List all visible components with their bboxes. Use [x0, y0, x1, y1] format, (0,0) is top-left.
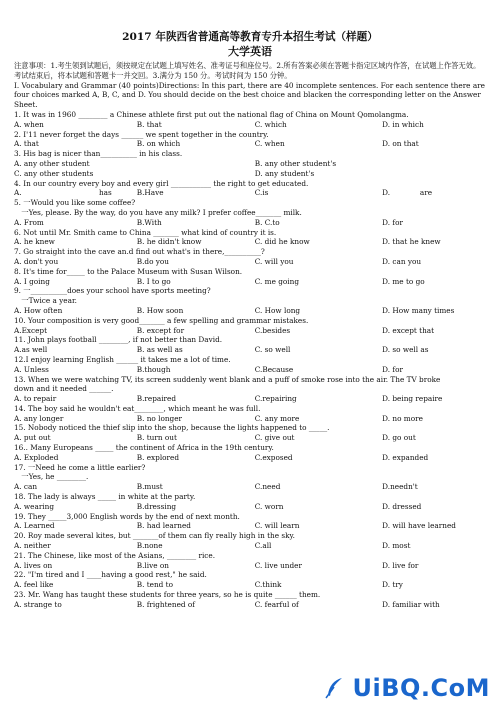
- answer-options: [14, 580, 486, 590]
- page-title: 2017 年陕西省普通高等教育专升本招生考试（样题）: [122, 31, 378, 43]
- answer-option: has: [98, 188, 112, 198]
- page-subtitle: 大学英语: [228, 45, 272, 58]
- answer-option: D. try: [382, 580, 403, 590]
- answer-option: D. being repaire: [382, 394, 443, 404]
- answer-option: C. which: [254, 119, 287, 129]
- answer-option: C. did he know: [254, 237, 310, 247]
- answer-option: A.: [14, 188, 22, 198]
- answer-option: C.think: [254, 580, 282, 590]
- question-item: [14, 130, 486, 150]
- answer-option: B. explored: [136, 452, 180, 462]
- answer-option: B. no longer: [136, 413, 183, 423]
- answer-option: C.besides: [254, 325, 291, 335]
- answer-option: A. strange to: [14, 599, 62, 609]
- question-text: 12.I enjoy learning English ______ it takes me a lot of time.: [14, 354, 231, 364]
- question-text: 19. They _____3,000 English words by the end of next month.: [14, 511, 240, 521]
- question-text: 7. Go straight into the cave an.d find out what's in there,__________?: [14, 247, 265, 257]
- answer-option: D. for: [382, 364, 403, 374]
- question-item: [14, 404, 486, 424]
- answer-option: D. so well as: [382, 345, 429, 355]
- answer-option: A. can: [14, 482, 38, 492]
- question-item: [14, 423, 486, 443]
- answer-options: [14, 306, 486, 316]
- question-item: [14, 590, 486, 610]
- answer-option: A. How often: [14, 305, 63, 315]
- question-text: 6. Not until Mr. Smith came to China _______ what kind of country it is.: [14, 227, 277, 237]
- answer-option: A. I going: [14, 276, 50, 286]
- answer-options: [14, 257, 486, 267]
- question-item: [14, 570, 486, 590]
- answer-option: D. in which: [382, 119, 424, 129]
- exam-notice: 注意事项：1.考生领到试题后，须按规定在试题上填写姓名、准考证号和座位号。2.所有答案必须在答题卡指定区域内作答，在试题上作答无效。考试结束后，将本试题和答题卡一并交回。3.满分为 150 分。考试时间为 150 分钟。: [14, 61, 481, 80]
- answer-option: D. no more: [382, 413, 423, 423]
- answer-options: [14, 502, 486, 512]
- answer-option: B.none: [136, 541, 163, 551]
- answer-option: C. fearful of: [254, 599, 299, 609]
- question-text: 22. "I'm tired and I ____having a good rest," he said.: [14, 570, 207, 580]
- answer-option: D. dressed: [382, 501, 422, 511]
- answer-option: A. to repair: [14, 394, 57, 404]
- answer-option: B.dressing: [136, 501, 177, 511]
- question-item: [14, 286, 486, 315]
- answer-option: C. live under: [254, 560, 302, 570]
- question-text: 1. It was in 1960 ________ a Chinese athlete first put out the national flag of China on Mount Qomolangma.: [14, 109, 409, 119]
- question-text: 9. 一__________does your school have sports meeting?: [14, 286, 211, 296]
- answer-option: B. that: [136, 119, 162, 129]
- answer-option: C. so well: [254, 345, 291, 355]
- section-directions: I. Vocabulary and Grammar (40 points)Directions: In this part, there are 40 incomplete sentences. For each sentence there are four choices marked A, B, C, and D. You should decide on the best choice and blacken the corresponding letter on the Answer Sheet.: [14, 80, 485, 110]
- answer-option: C.Because: [254, 364, 294, 374]
- answer-option: B.With: [136, 217, 162, 227]
- answer-options: [14, 159, 486, 169]
- answer-option: A.Except: [14, 325, 48, 335]
- answer-option: B.though: [136, 364, 171, 374]
- question-text: 8. It's time for_____ to the Palace Museum with Susan Wilson.: [14, 266, 243, 276]
- question-text: 21. The Chinese, like most of the Asians, ________ rice.: [14, 550, 216, 560]
- answer-options: [14, 414, 486, 424]
- answer-option: B. he didn't know: [136, 237, 202, 247]
- answer-option: C.is: [254, 188, 269, 198]
- answer-option: A. feel like: [14, 580, 54, 590]
- answer-options: [14, 541, 486, 551]
- question-text: 18. The lady is always _____ in white at the party.: [14, 492, 196, 502]
- answer-options: [14, 482, 486, 492]
- answer-option: C. How long: [254, 305, 301, 315]
- question-text: 2. I'11 never forget the days ______ we spent together in the country.: [14, 129, 269, 139]
- question-text: 20. Roy made several kites, but _______of them can fly really high in the sky.: [14, 531, 295, 541]
- watermark: [322, 674, 490, 702]
- question-text: 11. John plays football ________, if not better than David.: [14, 335, 223, 345]
- answer-option: B. I to go: [136, 276, 171, 286]
- question-item: [14, 228, 486, 248]
- answer-option: C.need: [254, 482, 281, 492]
- answer-option: B.do you: [136, 256, 169, 266]
- answer-option: B. C.to: [254, 217, 280, 227]
- answer-options: [14, 345, 486, 355]
- answer-option: D. live for: [382, 560, 419, 570]
- question-text: 3. His bag is nicer than__________ in his class.: [14, 149, 183, 159]
- answer-options: [14, 394, 486, 404]
- answer-option: D. on that: [382, 139, 419, 149]
- answer-option: B. frightened of: [136, 599, 195, 609]
- answer-option: D. except that: [382, 325, 435, 335]
- answer-option: C. when: [254, 139, 285, 149]
- answer-option: B.repaired: [136, 394, 177, 404]
- answer-options: [14, 169, 486, 179]
- answer-option: B. any other student's: [254, 158, 337, 168]
- answer-options: [14, 139, 486, 149]
- answer-option: C. will learn: [254, 521, 300, 531]
- answer-options: [14, 521, 486, 531]
- question-item: [14, 551, 486, 571]
- question-item: [14, 198, 486, 227]
- answer-option: A. Learned: [14, 521, 55, 531]
- answer-options: [14, 365, 486, 375]
- answer-option: D. familiar with: [382, 599, 440, 609]
- answer-option: A. that: [14, 139, 39, 149]
- answer-option: A. when: [14, 119, 44, 129]
- answer-option: B. as well as: [136, 345, 183, 355]
- answer-option: D. expanded: [382, 452, 429, 462]
- answer-option: A. Unless: [14, 364, 49, 374]
- answer-option: C. any more: [254, 413, 300, 423]
- watermark-text: UiBQ.CoM: [352, 674, 490, 702]
- question-item: [14, 247, 486, 267]
- answer-option: A. Exploded: [14, 452, 59, 462]
- question-text: down and it needed ______.: [14, 384, 114, 394]
- answer-option: D.: [382, 188, 391, 198]
- answer-options: [14, 326, 486, 336]
- answer-option: D. for: [382, 217, 403, 227]
- question-text: 4. In our country every boy and every girl ___________ the right to get educated.: [14, 178, 309, 188]
- question-item: [14, 492, 486, 512]
- answer-options: [14, 561, 486, 571]
- question-item: [14, 179, 486, 199]
- answer-option: A. any longer: [14, 413, 64, 423]
- question-text: 16.. Many Europeans _____ the continent of Africa in the 19th century.: [14, 443, 274, 453]
- answer-option: A. he knew: [14, 237, 55, 247]
- answer-option: C.all: [254, 541, 272, 551]
- answer-option: C. worn: [254, 501, 284, 511]
- answer-option: A. wearing: [14, 501, 55, 511]
- answer-option: D.needn't: [382, 482, 418, 492]
- answer-options: [14, 120, 486, 130]
- question-item: [14, 335, 486, 355]
- answer-option: D. How many times: [382, 305, 455, 315]
- answer-option: A. neither: [14, 541, 51, 551]
- question-item: [14, 149, 486, 178]
- feather-icon: [322, 675, 348, 701]
- answer-option: B. on which: [136, 139, 181, 149]
- question-text: 15. Nobody noticed the thief slip into the shop, because the lights happened to _____.: [14, 423, 330, 433]
- question-item: [14, 443, 486, 463]
- answer-options: [14, 433, 486, 443]
- answer-option: A. any other student: [14, 158, 90, 168]
- answer-option: A. don't you: [14, 256, 59, 266]
- question-item: [14, 110, 486, 130]
- answer-option: B. had learned: [136, 521, 191, 531]
- question-text: 17. 一Need he come a little earlier?: [14, 462, 146, 472]
- question-text: 10. Your composition is very good_______ a few spelling and grammar mistakes.: [14, 315, 309, 325]
- question-text: 5. 一Would you like some coffee?: [14, 198, 136, 208]
- question-item: [14, 267, 486, 287]
- answer-options: [14, 277, 486, 287]
- answer-option: D. me to go: [382, 276, 425, 286]
- answer-option: C. any other students: [14, 168, 94, 178]
- answer-options: [14, 237, 486, 247]
- answer-option: D. go out: [382, 433, 416, 443]
- answer-option: B.must: [136, 482, 163, 492]
- question-text: 一Yes, please. By the way, do you have any milk? I prefer coffee_______ milk.: [14, 207, 302, 217]
- answer-option: B. except for: [136, 325, 185, 335]
- answer-options: [14, 600, 486, 610]
- question-text: 一Yes, he ________.: [14, 472, 89, 482]
- answer-option: D. any student's: [254, 168, 315, 178]
- answer-options: [14, 453, 486, 463]
- answer-option: C.repairing: [254, 394, 297, 404]
- question-item: [14, 355, 486, 375]
- question-text: 一Twice a year.: [14, 296, 77, 306]
- answer-option: are: [419, 188, 433, 198]
- answer-option: D. will have learned: [382, 521, 456, 531]
- answer-option: C. will you: [254, 256, 294, 266]
- answer-option: B. How soon: [136, 305, 184, 315]
- answer-options: [14, 188, 486, 198]
- answer-option: B. turn out: [136, 433, 177, 443]
- question-list: [14, 110, 486, 610]
- answer-option: C. give out: [254, 433, 295, 443]
- answer-option: D. can you: [382, 256, 422, 266]
- answer-option: D. that he knew: [382, 237, 441, 247]
- answer-option: C.exposed: [254, 452, 293, 462]
- answer-option: B.live on: [136, 560, 169, 570]
- answer-options: [14, 218, 486, 228]
- answer-option: A. From: [14, 217, 44, 227]
- answer-option: B. tend to: [136, 580, 173, 590]
- question-text: 13. When we were watching TV, its screen suddenly went blank and a puff of smoke rose into the air. The TV broke: [14, 374, 441, 384]
- question-item: [14, 463, 486, 492]
- question-text: 14. The boy said he wouldn't eat________, which meant he was full.: [14, 403, 261, 413]
- question-item: [14, 316, 486, 336]
- answer-option: A. put out: [14, 433, 51, 443]
- answer-option: B.Have: [136, 188, 164, 198]
- question-item: [14, 375, 486, 404]
- answer-option: A. lives on: [14, 560, 53, 570]
- answer-option: C. me going: [254, 276, 300, 286]
- question-item: [14, 512, 486, 532]
- answer-option: D. most: [382, 541, 411, 551]
- question-text: 23. Mr. Wang has taught these students for three years, so he is quite ______ them.: [14, 590, 321, 600]
- question-item: [14, 531, 486, 551]
- answer-option: A.as well: [14, 345, 48, 355]
